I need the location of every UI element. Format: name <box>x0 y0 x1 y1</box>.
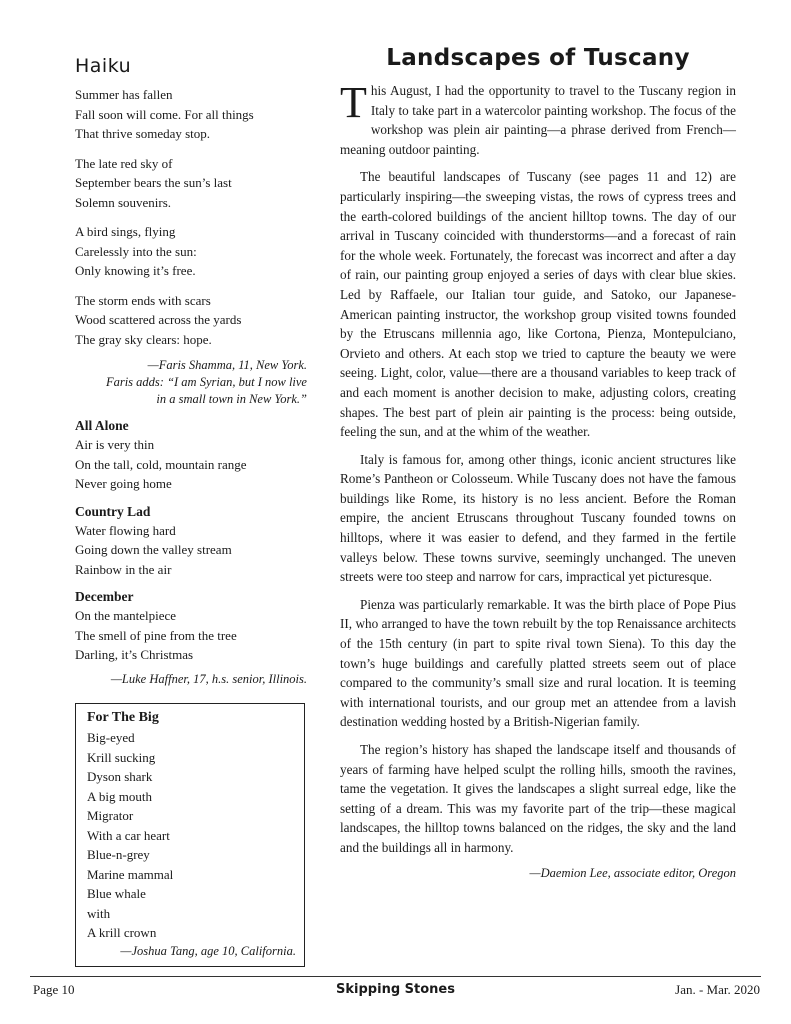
poem-line: Fall soon will come. For all things <box>75 106 254 122</box>
author-credit: —Luke Haffner, 17, h.s. senior, Illinois. <box>110 671 307 686</box>
haiku-stanza <box>75 154 307 213</box>
haiku-heading: Haiku <box>75 55 132 77</box>
poem-title: All Alone <box>75 418 129 433</box>
article-title: Landscapes of Tuscany <box>386 45 690 71</box>
poem-line: With a car heart <box>87 827 170 843</box>
paragraph-text: his August, I had the opportunity to travel to the Tuscany region in Italy to take part in a watercolor painting workshop. The focus of the workshop was plein air painting—a phrase derived from French—meaning outdoor painting. <box>340 83 736 157</box>
poem-body <box>75 521 307 580</box>
haiku-credit <box>75 357 307 408</box>
poem-line: Water flowing hard <box>75 522 176 538</box>
boxed-poem <box>75 703 305 967</box>
poem-line: September bears the sun’s last <box>75 175 232 190</box>
poem-line: On the tall, cold, mountain range <box>75 456 247 472</box>
poem-line: Marine mammal <box>87 866 174 882</box>
poem-line: Going down the valley stream <box>75 542 232 557</box>
poem-body <box>75 606 307 665</box>
poem-line: Never going home <box>75 476 172 491</box>
article-paragraph: The region’s history has shaped the landscape itself and thousands of years of farming have helped sculpt the rolling hills, smooth the ravines, tame the vegetation. It gives the landscapes a slight surreal edge, like the setting of a dream. This was my favorite part of the trip—these magical landscapes, the hilltop towns balanced on the ridges, the sky and the land and the buildings all in harmony. <box>340 742 736 855</box>
poem-line: with <box>87 905 111 921</box>
poem-body <box>87 728 304 943</box>
poem-line: Rainbow in the air <box>75 561 172 577</box>
poem-line: The gray sky clears: hope. <box>75 331 212 347</box>
article-paragraph: The beautiful landscapes of Tuscany (see pages 11 and 12) are particularly inspiring—the sweeping vistas, the rows of cypress trees and the earth-colored buildings of the ancient hilltop towns. The day of our arrival in Tuscany coincided with thunderstorms—and a forecast of rain for the whole week. Fortunately, the forecast was incorrect and after a day of rain, our painting group enjoyed a series of days with clear blue skies. Led by Raffaele, our Italian tour guide, and Satoko, our Japanese-American painting instructor, the workshop group visited towns founded by the Etruscans millennia ago, like Cortona, Pienza, Montepulciano, Orvieto and others. At each stop we tried to capture the beauty we were seeing. Light, color, value—there are a thousand variables to keep track of and each moment is another decision to make, adjusting colors, creating shapes. The best part of plein air painting is the process: being outside, feeling the sun, and at the whim of the weather. <box>340 169 736 440</box>
poem-line: Big-eyed <box>87 730 135 745</box>
author-credit: —Joshua Tang, age 10, California. <box>120 944 296 958</box>
poem-line: Solemn souvenirs. <box>75 194 172 210</box>
poem-line: The late red sky of <box>75 155 173 171</box>
publication-name: Skipping Stones <box>336 982 455 997</box>
issue-date: Jan. - Mar. 2020 <box>675 982 760 997</box>
poem-line: Krill sucking <box>87 749 156 765</box>
poem-line: A bird sings, flying <box>75 224 176 239</box>
author-credit: —Faris Shamma, 11, New York. <box>147 358 307 372</box>
poem-title: Country Lad <box>75 503 151 519</box>
poem-line: Blue whale <box>87 886 146 901</box>
poem-line: Carelessly into the sun: <box>75 243 197 259</box>
poem-line: Dyson shark <box>87 769 153 784</box>
drop-cap: T <box>340 78 367 127</box>
page-number: Page 10 <box>33 982 75 997</box>
poem-line: On the mantelpiece <box>75 608 177 623</box>
haiku-stanza <box>75 291 307 350</box>
article-paragraph: Pienza was particularly remarkable. It was the birth place of Pope Pius II, who arranged to have the town rebuilt by the top Renaissance architects of the 15th century (in part to spite rival town Siena). To this day the town’s huge buildings and carefully platted streets seem out of place compared to the community’s small size and rural location. It is teeming with international tourists, and our group met an attendee from a lavish destination wedding hosted by a British-Nigerian family. <box>340 596 736 730</box>
article-signature: —Daemion Lee, associate editor, Oregon <box>529 865 736 880</box>
poem-line: Wood scattered across the yards <box>75 312 242 327</box>
poem-line: Blue-n-grey <box>87 847 150 862</box>
poem-line: The storm ends with scars <box>75 292 211 308</box>
poem-line: The smell of pine from the tree <box>75 627 237 643</box>
author-note: in a small town in New York.” <box>156 392 307 406</box>
poem-title: For The Big <box>87 710 159 725</box>
poem-line: Air is very thin <box>75 437 155 452</box>
article-paragraph <box>340 78 736 159</box>
poem-body <box>75 435 307 494</box>
poem-line: That thrive someday stop. <box>75 126 211 141</box>
author-note: Faris adds: “I am Syrian, but I now live <box>105 375 307 389</box>
haiku-stanza <box>75 222 307 281</box>
poem-line: Summer has fallen <box>75 87 173 102</box>
poem-title: December <box>75 589 134 604</box>
footer-divider <box>30 976 761 977</box>
haiku-stanza <box>75 85 307 144</box>
article-paragraph: Italy is famous for, among other things, iconic ancient structures like Rome’s Pantheon or Colosseum. While Tuscany does not have the famous buildings like Rome, its history is no less ancient. Before the Roman empire, the ancient Etruscans throughout Tuscany founded towns on hilltops, where it was easier to defend, and they farmed in the fertile valleys below. These towns survive, seemingly unchanged. The uneven streets were too steep and narrow for cars, impractical yet picturesque. <box>340 451 736 585</box>
poem-line: Migrator <box>87 808 134 823</box>
poem-line: Darling, it’s Christmas <box>75 647 194 662</box>
poem-line: A big mouth <box>87 788 153 804</box>
article <box>340 45 736 881</box>
left-column <box>75 55 307 688</box>
poem-line: Only knowing it’s free. <box>75 263 196 278</box>
poem-line: A krill crown <box>87 925 157 940</box>
